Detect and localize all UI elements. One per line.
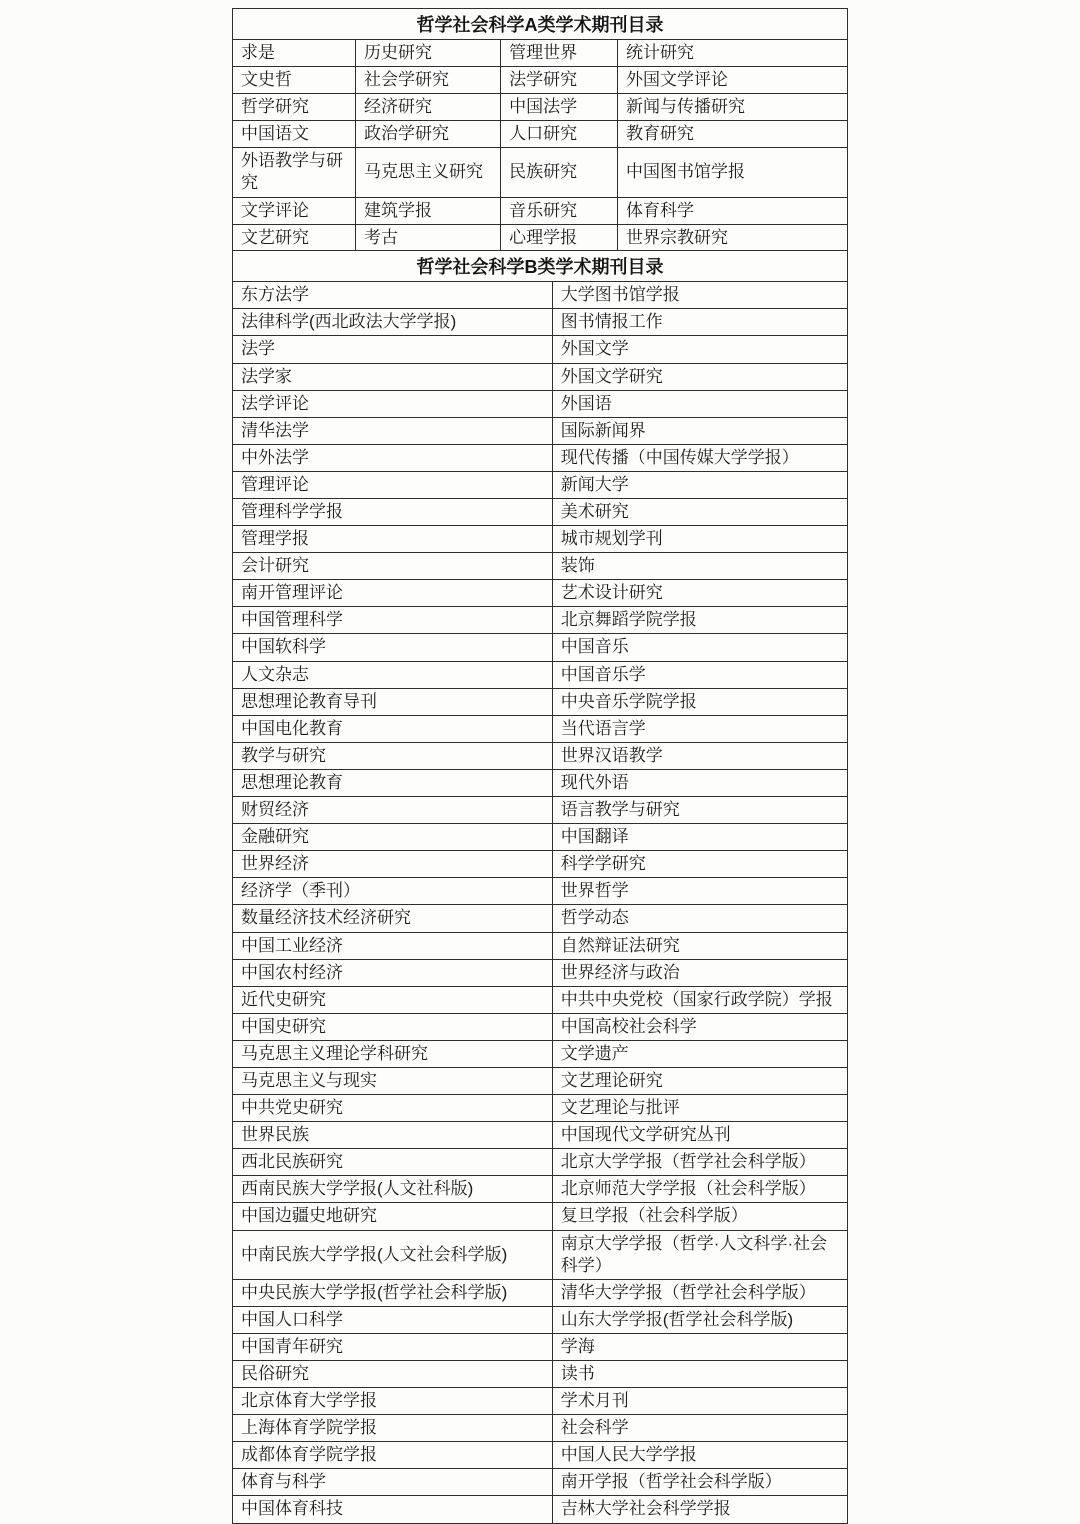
journal-cell: 中国图书馆学报: [617, 148, 847, 197]
journal-cell: 教学与研究: [233, 742, 553, 769]
journal-cell: 南开管理评论: [233, 580, 553, 607]
journal-cell: 学海: [552, 1333, 847, 1360]
journal-cell: 数量经济技术经济研究: [233, 905, 553, 932]
journal-cell: 北京师范大学学报（社会科学版）: [552, 1176, 847, 1203]
journal-cell: 马克思主义理论学科研究: [233, 1040, 553, 1067]
journal-cell: 管理评论: [233, 471, 553, 498]
journal-cell: 学术月刊: [552, 1388, 847, 1415]
journal-cell: 世界经济: [233, 851, 553, 878]
journal-cell: 建筑学报: [356, 197, 501, 224]
journal-cell: 管理世界: [501, 40, 618, 67]
journal-row: [233, 1013, 848, 1040]
journal-row: [233, 824, 848, 851]
journal-cell: 复旦学报（社会科学版）: [552, 1203, 847, 1230]
journal-cell: 中共中央党校（国家行政学院）学报: [552, 986, 847, 1013]
journal-cell: 思想理论教育: [233, 769, 553, 796]
journal-cell: 西南民族大学学报(人文社科版): [233, 1176, 553, 1203]
journal-cell: 中国音乐: [552, 634, 847, 661]
journal-cell: 经济学（季刊）: [233, 878, 553, 905]
journal-cell: 人文杂志: [233, 661, 553, 688]
journal-cell: 法学研究: [501, 67, 618, 94]
journal-cell: 外国文学研究: [552, 363, 847, 390]
journal-row: [233, 1415, 848, 1442]
journal-row: [233, 634, 848, 661]
journal-cell: 财贸经济: [233, 797, 553, 824]
journal-cell: 当代语言学: [552, 715, 847, 742]
journal-row: [233, 471, 848, 498]
journal-cell: 马克思主义与现实: [233, 1067, 553, 1094]
journal-cell: 自然辩证法研究: [552, 932, 847, 959]
journal-row: [233, 553, 848, 580]
journal-row: [233, 769, 848, 796]
journal-row: [233, 1176, 848, 1203]
journal-row: [233, 1361, 848, 1388]
journal-cell: 马克思主义研究: [356, 148, 501, 197]
journal-cell: 中央音乐学院学报: [552, 688, 847, 715]
journal-row: [233, 1388, 848, 1415]
journal-row: [233, 1095, 848, 1122]
journal-cell: 中国史研究: [233, 1013, 553, 1040]
journal-row: [233, 661, 848, 688]
journal-cell: 近代史研究: [233, 986, 553, 1013]
journal-cell: 中国体育科技: [233, 1496, 553, 1523]
journal-cell: 中国电化教育: [233, 715, 553, 742]
journal-cell: 吉林大学社会科学学报: [552, 1496, 847, 1523]
journal-cell: 图书情报工作: [552, 309, 847, 336]
journal-cell: 会计研究: [233, 553, 553, 580]
journal-cell: 中外法学: [233, 444, 553, 471]
journal-row: [233, 932, 848, 959]
journal-row: [233, 197, 848, 224]
journal-cell: 现代外语: [552, 769, 847, 796]
journal-cell: 新闻大学: [552, 471, 847, 498]
journal-cell: 世界民族: [233, 1122, 553, 1149]
journal-row: [233, 1149, 848, 1176]
journal-cell: 法学: [233, 336, 553, 363]
journal-cell: 东方法学: [233, 282, 553, 309]
journal-row: [233, 1122, 848, 1149]
journal-cell: 社会学研究: [356, 67, 501, 94]
journal-cell: 中国工业经济: [233, 932, 553, 959]
section-b-body: [233, 282, 848, 1523]
journal-cell: 中国青年研究: [233, 1333, 553, 1360]
journal-cell: 西北民族研究: [233, 1149, 553, 1176]
journal-cell: 中国管理科学: [233, 607, 553, 634]
journal-cell: 思想理论教育导刊: [233, 688, 553, 715]
journal-cell: 文学遗产: [552, 1040, 847, 1067]
journal-cell: 法学家: [233, 363, 553, 390]
journal-cell: 心理学报: [501, 224, 618, 251]
journal-table-section-a: [232, 8, 848, 252]
journal-cell: 艺术设计研究: [552, 580, 847, 607]
journal-row: [233, 878, 848, 905]
journal-row: [233, 40, 848, 67]
journal-cell: 民族研究: [501, 148, 618, 197]
journal-row: [233, 1333, 848, 1360]
journal-cell: 外国语: [552, 390, 847, 417]
journal-cell: 中国软科学: [233, 634, 553, 661]
journal-cell: 外国文学评论: [617, 67, 847, 94]
journal-cell: 文史哲: [233, 67, 356, 94]
journal-row: [233, 986, 848, 1013]
journal-cell: 统计研究: [617, 40, 847, 67]
journal-cell: 新闻与传播研究: [617, 94, 847, 121]
journal-row: [233, 1067, 848, 1094]
journal-row: [233, 1469, 848, 1496]
journal-cell: 中共党史研究: [233, 1095, 553, 1122]
journal-cell: 政治学研究: [356, 121, 501, 148]
section-a-title: 哲学社会科学A类学术期刊目录: [233, 9, 848, 40]
section-b-title-row: [233, 251, 848, 282]
journal-cell: 世界宗教研究: [617, 224, 847, 251]
journal-cell: 成都体育学院学报: [233, 1442, 553, 1469]
journal-row: [233, 67, 848, 94]
journal-cell: 社会科学: [552, 1415, 847, 1442]
journal-row: [233, 224, 848, 251]
journal-cell: 清华大学学报（哲学社会科学版）: [552, 1279, 847, 1306]
journal-cell: 民俗研究: [233, 1361, 553, 1388]
journal-row: [233, 959, 848, 986]
journal-cell: 南开学报（哲学社会科学版）: [552, 1469, 847, 1496]
journal-row: [233, 526, 848, 553]
journal-cell: 教育研究: [617, 121, 847, 148]
journal-cell: 清华法学: [233, 417, 553, 444]
journal-row: [233, 1230, 848, 1279]
journal-row: [233, 121, 848, 148]
journal-cell: 中国翻译: [552, 824, 847, 851]
journal-cell: 中南民族大学学报(人文社会科学版): [233, 1230, 553, 1279]
journal-cell: 中央民族大学学报(哲学社会科学版): [233, 1279, 553, 1306]
journal-cell: 哲学动态: [552, 905, 847, 932]
journal-row: [233, 417, 848, 444]
journal-cell: 现代传播（中国传媒大学学报）: [552, 444, 847, 471]
journal-cell: 法律科学(西北政法大学学报): [233, 309, 553, 336]
journal-cell: 中国语文: [233, 121, 356, 148]
journal-cell: 美术研究: [552, 499, 847, 526]
journal-row: [233, 1040, 848, 1067]
journal-row: [233, 1306, 848, 1333]
journal-row: [233, 309, 848, 336]
journal-cell: 体育与科学: [233, 1469, 553, 1496]
journal-cell: 北京舞蹈学院学报: [552, 607, 847, 634]
journal-cell: 中国现代文学研究丛刊: [552, 1122, 847, 1149]
journal-row: [233, 715, 848, 742]
journal-cell: 中国高校社会科学: [552, 1013, 847, 1040]
journal-row: [233, 1203, 848, 1230]
journal-cell: 中国边疆史地研究: [233, 1203, 553, 1230]
journal-row: [233, 148, 848, 197]
journal-cell: 读书: [552, 1361, 847, 1388]
journal-cell: 文艺理论研究: [552, 1067, 847, 1094]
journal-row: [233, 94, 848, 121]
journal-cell: 音乐研究: [501, 197, 618, 224]
journal-cell: 北京体育大学学报: [233, 1388, 553, 1415]
journal-cell: 文艺理论与批评: [552, 1095, 847, 1122]
journal-cell: 世界经济与政治: [552, 959, 847, 986]
section-a-title-row: [233, 9, 848, 40]
journal-cell: 外语教学与研究: [233, 148, 356, 197]
journal-cell: 人口研究: [501, 121, 618, 148]
journal-cell: 历史研究: [356, 40, 501, 67]
journal-cell: 外国文学: [552, 336, 847, 363]
journal-row: [233, 390, 848, 417]
journal-cell: 国际新闻界: [552, 417, 847, 444]
journal-cell: 大学图书馆学报: [552, 282, 847, 309]
journal-cell: 山东大学学报(哲学社会科学版): [552, 1306, 847, 1333]
journal-row: [233, 851, 848, 878]
journal-row: [233, 905, 848, 932]
journal-cell: 中国人口科学: [233, 1306, 553, 1333]
journal-cell: 文学评论: [233, 197, 356, 224]
journal-cell: 世界哲学: [552, 878, 847, 905]
journal-catalog-page: [232, 0, 848, 1524]
journal-row: [233, 1496, 848, 1523]
journal-row: [233, 797, 848, 824]
journal-row: [233, 742, 848, 769]
journal-row: [233, 336, 848, 363]
journal-cell: 装饰: [552, 553, 847, 580]
journal-row: [233, 444, 848, 471]
journal-cell: 北京大学学报（哲学社会科学版）: [552, 1149, 847, 1176]
journal-cell: 求是: [233, 40, 356, 67]
journal-cell: 经济研究: [356, 94, 501, 121]
section-b-title: 哲学社会科学B类学术期刊目录: [233, 251, 848, 282]
journal-row: [233, 499, 848, 526]
journal-row: [233, 1442, 848, 1469]
journal-cell: 考古: [356, 224, 501, 251]
journal-cell: 语言教学与研究: [552, 797, 847, 824]
journal-cell: 科学学研究: [552, 851, 847, 878]
journal-row: [233, 363, 848, 390]
journal-cell: 管理科学学报: [233, 499, 553, 526]
journal-cell: 哲学研究: [233, 94, 356, 121]
journal-row: [233, 607, 848, 634]
journal-cell: 中国法学: [501, 94, 618, 121]
journal-cell: 上海体育学院学报: [233, 1415, 553, 1442]
journal-cell: 管理学报: [233, 526, 553, 553]
journal-cell: 文艺研究: [233, 224, 356, 251]
journal-cell: 南京大学学报（哲学·人文科学·社会科学）: [552, 1230, 847, 1279]
journal-row: [233, 580, 848, 607]
journal-cell: 中国农村经济: [233, 959, 553, 986]
journal-cell: 中国人民大学学报: [552, 1442, 847, 1469]
journal-cell: 城市规划学刊: [552, 526, 847, 553]
journal-cell: 中国音乐学: [552, 661, 847, 688]
section-a-body: [233, 40, 848, 252]
journal-cell: 世界汉语教学: [552, 742, 847, 769]
journal-cell: 金融研究: [233, 824, 553, 851]
journal-row: [233, 688, 848, 715]
journal-row: [233, 282, 848, 309]
journal-table-section-b: [232, 250, 848, 1523]
journal-cell: 体育科学: [617, 197, 847, 224]
journal-cell: 法学评论: [233, 390, 553, 417]
journal-row: [233, 1279, 848, 1306]
